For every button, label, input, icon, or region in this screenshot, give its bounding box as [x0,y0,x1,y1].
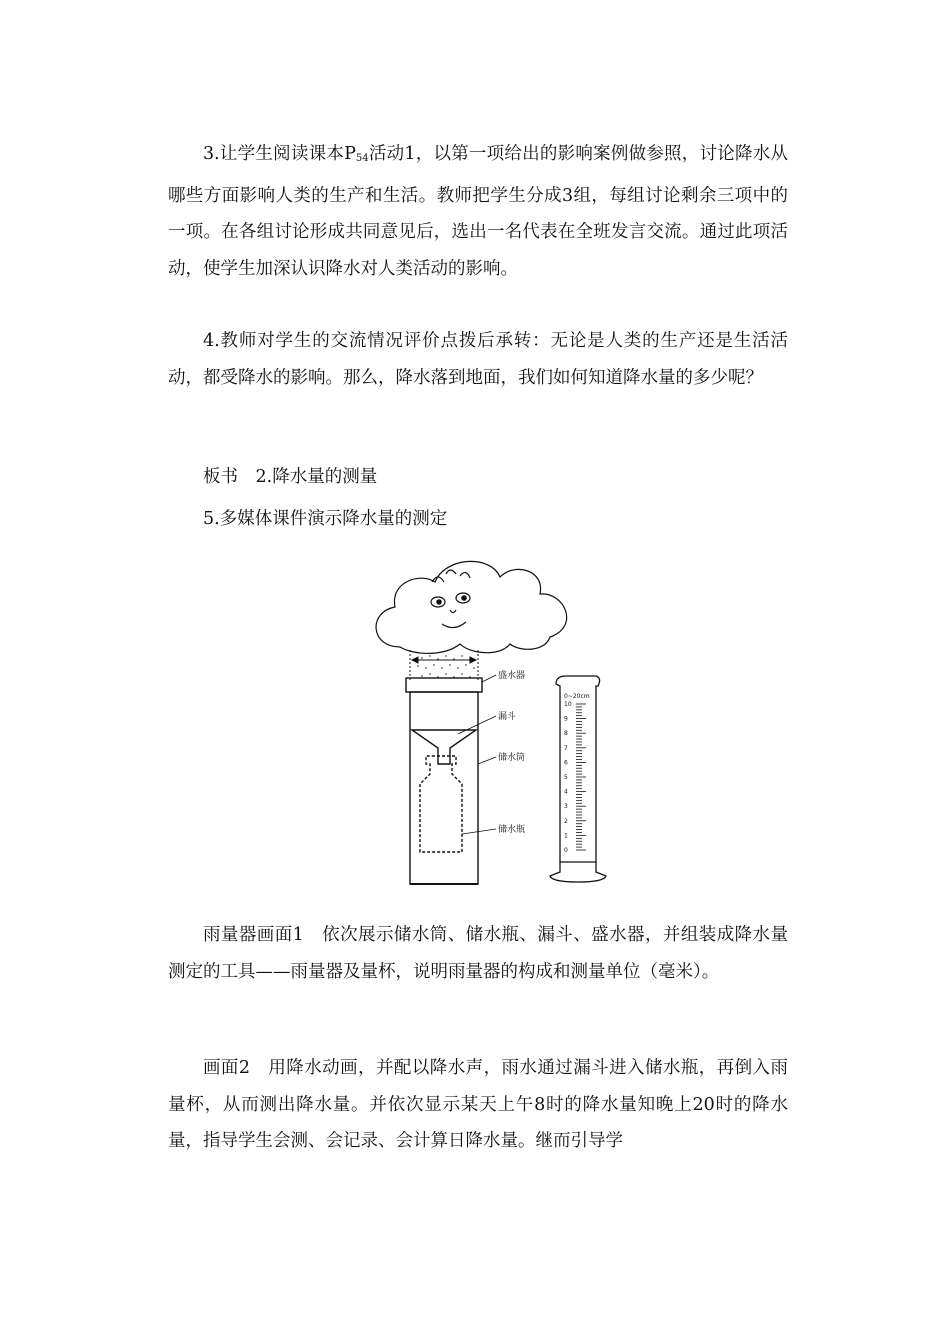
label-collector: 盛水器 [498,671,526,681]
scale-number: 2 [564,817,568,825]
paragraph-screen-1 [168,917,788,990]
scale-number: 4 [564,788,568,796]
scale-number: 6 [564,759,568,767]
cylinder-range: 0~20cm [564,693,590,700]
paragraph-3 [168,136,788,287]
rain-drops [417,655,475,678]
scale-number: 10 [564,701,572,708]
label-funnel: 漏斗 [498,712,517,722]
paragraph-screen-1-text: 雨量器画面1 依次展示储水筒、储水瓶、漏斗、盛水器，并组装成降水量测定的工具——雨量器及量杯，说明雨量器的构成和测量单位（毫米）。 [168,925,788,982]
scale-number: 9 [564,715,568,723]
paragraph-5: 5.多媒体课件演示降水量的测定 [203,509,448,529]
paragraph-4 [168,323,788,396]
cylinder-scale [564,701,586,854]
paragraph-3-text-a: 3.让学生阅读课本P [203,144,356,164]
label-tube: 储水筒 [498,753,526,763]
page-subscript: 54 [355,153,369,164]
paragraph-screen-2 [168,1050,788,1160]
paragraph-3-text-b: 活动1，以第一项给出的影响案例做参照，讨论降水从哪些方面影响人类的生产和生活。教师把学生分成3组，每组讨论剩余三项中的一项。在各组讨论形成共同意见后，选出一名代表在全班发言交流。通过此项活动，使学生加深认识降水对人类活动的影响。 [168,144,788,279]
paragraph-4-text: 4.教师对学生的交流情况评价点拨后承转：无论是人类的生产还是生活活动，都受降水的影响。那么，降水落到地面，我们如何知道降水量的多少呢？ [168,331,788,388]
scale-number: 8 [564,730,568,738]
blackboard-line: 板书 2.降水量的测量 [203,467,378,487]
paragraph-screen-2-text: 画面2 用降水动画，并配以降水声，雨水通过漏斗进入储水瓶，再倒入雨量杯，从而测出降水量。并依次显示某天上午8时的降水量知晚上20时的降水量，指导学生会测、会记录、会计算日降水量。继而引导学 [168,1058,788,1151]
scale-number: 5 [564,774,568,781]
gauge-labels [458,669,525,835]
cloud-icon [376,561,567,653]
rain-gauge [406,678,482,884]
rain-gauge-figure [360,552,620,892]
scale-number: 3 [564,803,568,811]
width-arrow [410,650,478,680]
scale-number: 0 [564,847,568,854]
scale-number: 1 [564,832,568,840]
label-bottle: 储水瓶 [498,825,526,835]
scale-number: 7 [564,744,568,752]
